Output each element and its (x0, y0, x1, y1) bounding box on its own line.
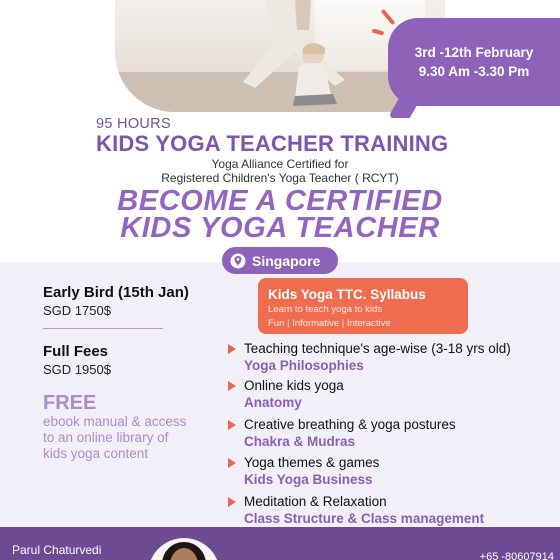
course-title: KIDS YOGA TEACHER TRAINING (96, 131, 449, 156)
free-bonus-description: ebook manual & access to an online library of kids yoga content (43, 414, 187, 461)
topic-main: Meditation & Relaxation (244, 494, 387, 509)
free-bonus-title: FREE (43, 392, 97, 414)
arrow-bullet-icon (228, 497, 236, 507)
syllabus-tags: Fun | Informative | Interactive (268, 318, 391, 329)
instructor-name: Parul Chaturvedi (12, 543, 102, 557)
course-hours: 95 HOURS (96, 116, 171, 132)
syllabus-title: Kids Yoga TTC. Syllabus (268, 287, 426, 302)
topic-sub: Chakra & Mudras (244, 434, 356, 449)
contact-footer (0, 527, 560, 560)
topic-main: Yoga themes & games (244, 455, 380, 470)
headline-line-2: KIDS YOGA TEACHER (120, 212, 440, 244)
location-badge (222, 247, 338, 274)
certification-line-1: Yoga Alliance Certified for (211, 157, 349, 171)
certification-line-2: Registered Children's Yoga Teacher ( RCYT) (161, 171, 399, 185)
arrow-bullet-icon (228, 381, 236, 391)
event-time: 9.30 Am -3.30 Pm (418, 64, 530, 79)
syllabus-header (258, 278, 468, 334)
syllabus-subtitle: Learn to teach yoga to kids (268, 304, 383, 315)
contact-phone: +65 -80607914 (479, 551, 554, 560)
topic-sub: Yoga Philosophies (244, 358, 364, 373)
early-bird-label: Early Bird (15th Jan) (43, 284, 189, 301)
headline-line-1: BECOME A CERTIFIED (117, 185, 443, 217)
arrow-bullet-icon (228, 458, 236, 468)
arrow-bullet-icon (228, 344, 236, 354)
topic-main: Online kids yoga (244, 378, 344, 393)
full-fees-label: Full Fees (43, 343, 109, 360)
fee-divider (43, 328, 163, 329)
early-bird-price: SGD 1750$ (43, 303, 111, 318)
child-figure (285, 38, 355, 108)
topic-main: Teaching technique's age-wise (3-18 yrs old) (244, 341, 511, 356)
arrow-bullet-icon (228, 420, 236, 430)
location-pin-icon (230, 253, 246, 269)
topic-main: Creative breathing & yoga postures (244, 417, 456, 432)
topic-sub: Anatomy (244, 395, 302, 410)
location-label: Singapore (252, 252, 321, 269)
topic-sub: Kids Yoga Business (244, 472, 373, 487)
event-dates: 3rd -12th February (414, 45, 534, 60)
full-fees-price: SGD 1950$ (43, 362, 111, 377)
topic-sub: Class Structure & Class management (244, 511, 485, 526)
date-time-bubble (388, 18, 560, 106)
